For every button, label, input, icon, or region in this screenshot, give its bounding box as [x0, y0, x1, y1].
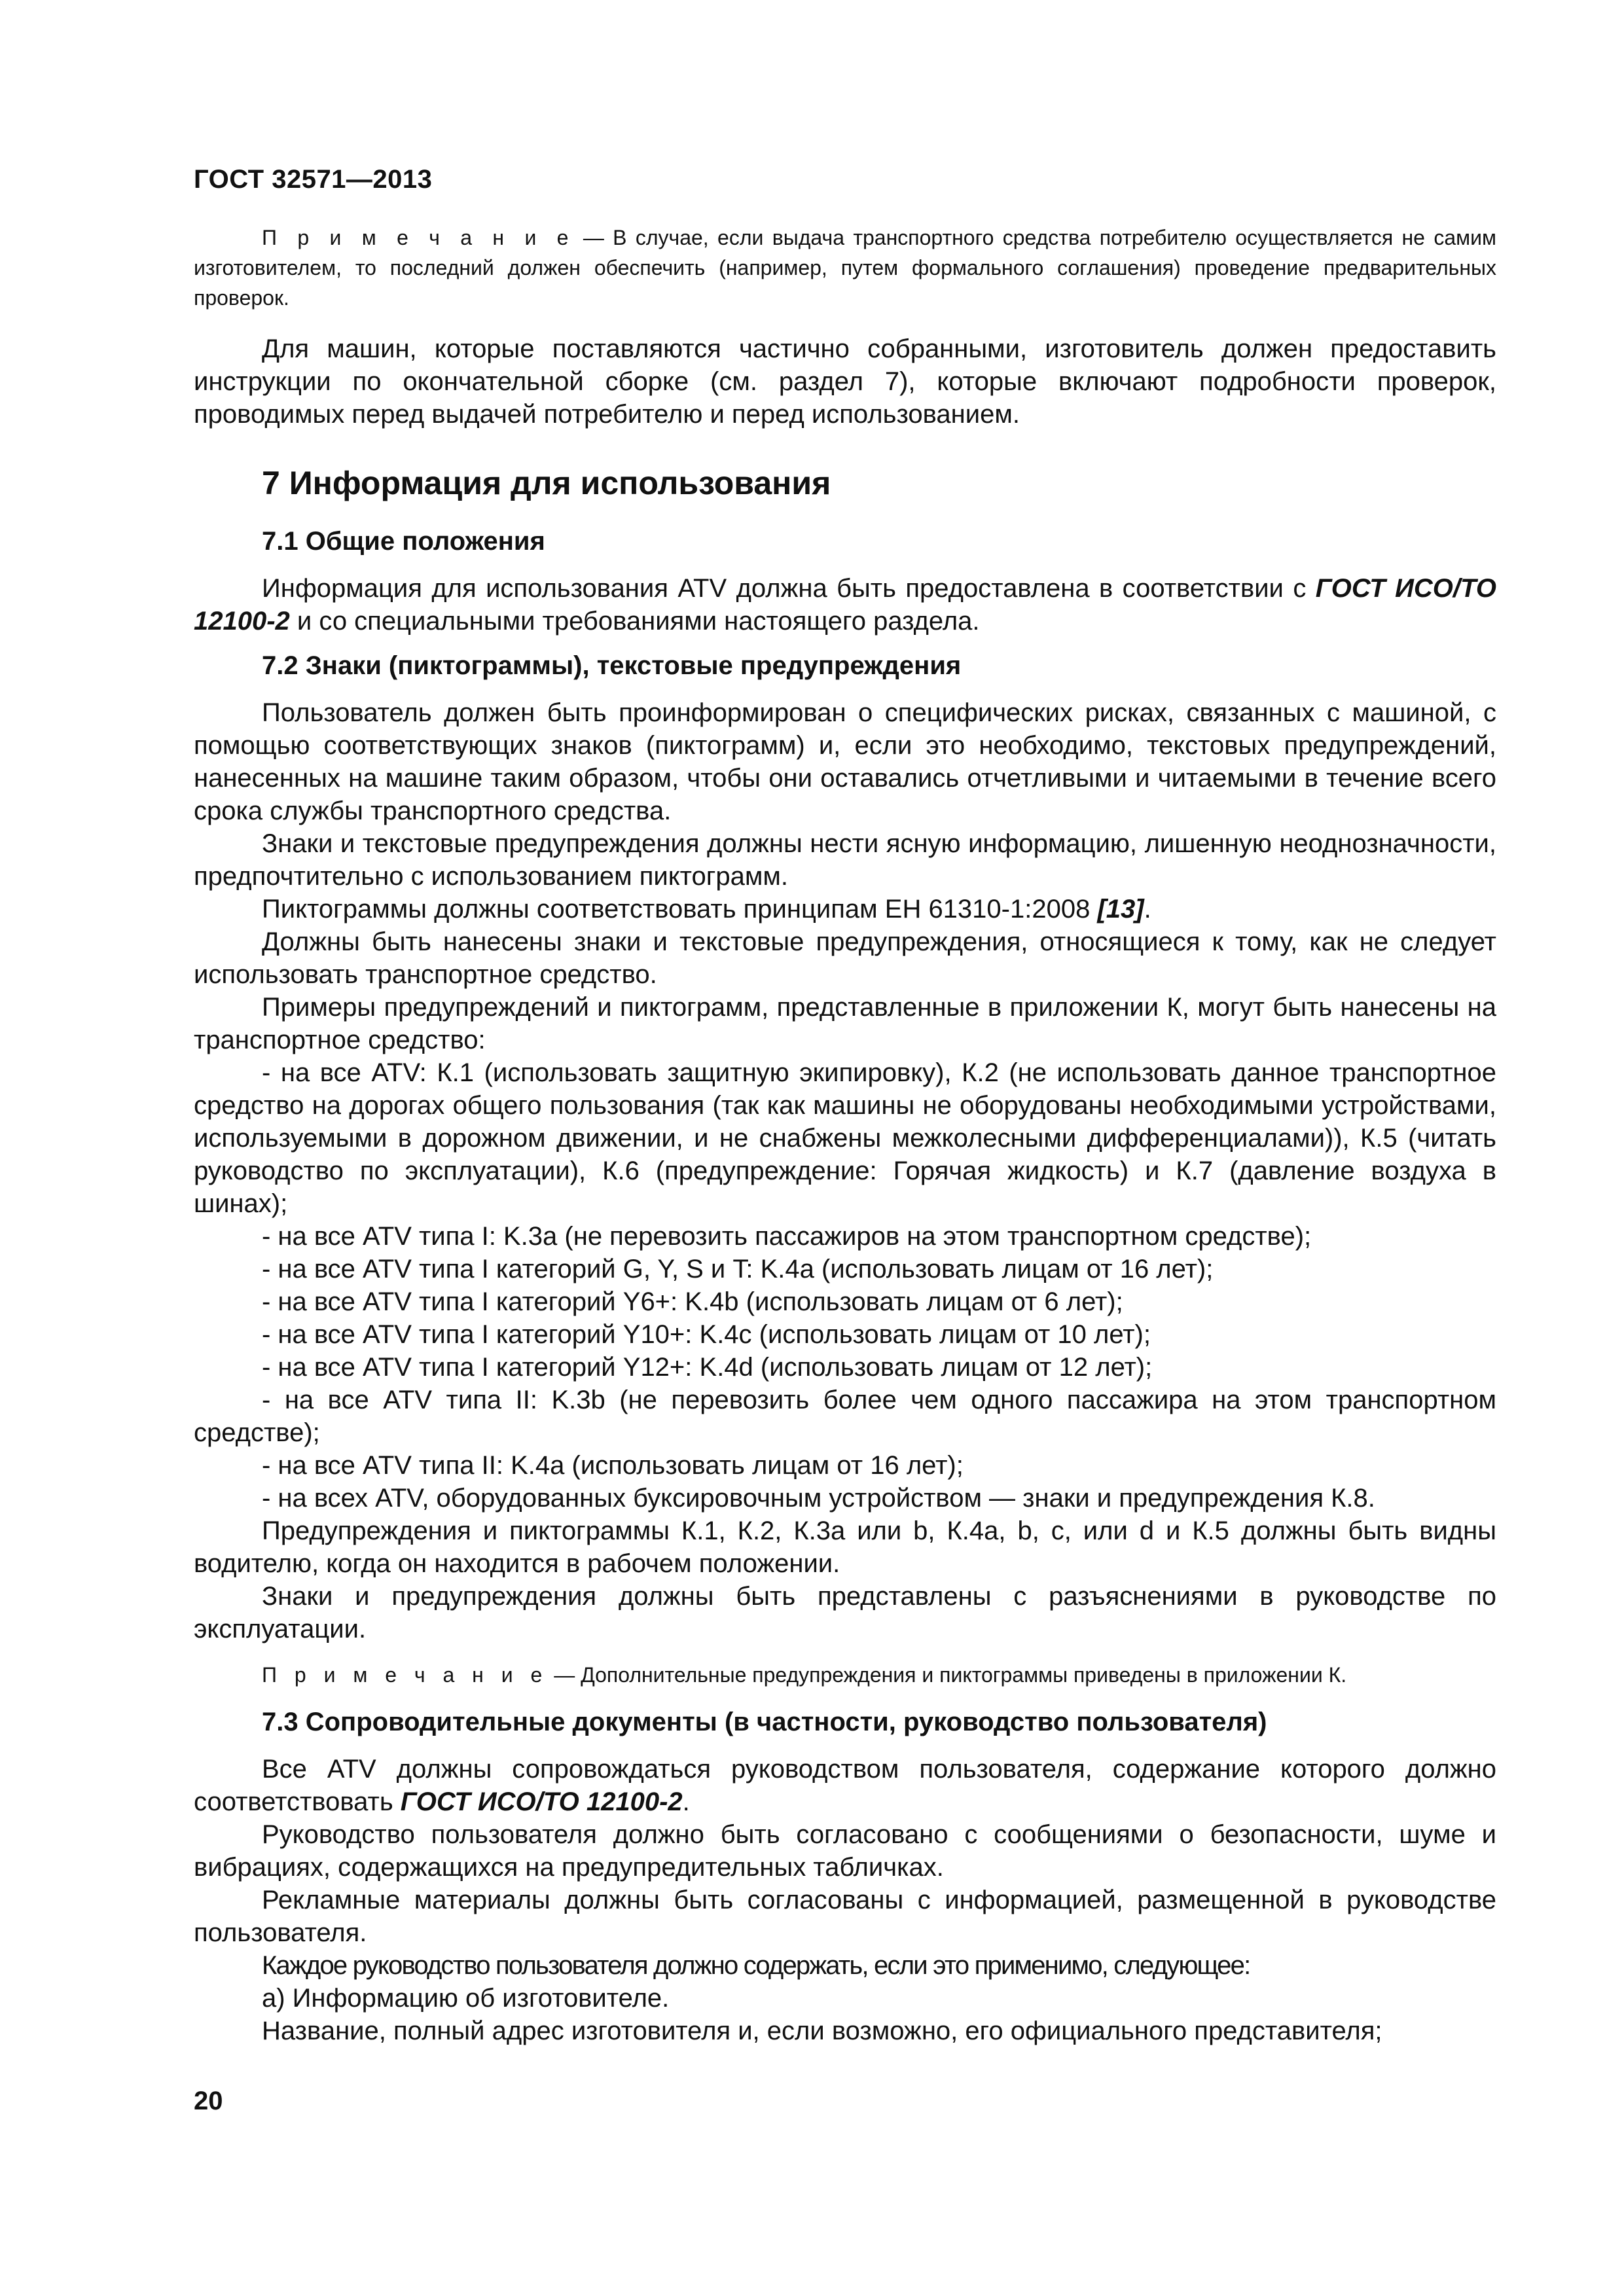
- list-item: - на всех ATV, оборудованных буксировочным устройством — знаки и предупреждения К.8.: [262, 1484, 1375, 1513]
- list-item: - на все ATV типа I категорий G, Y, S и T: K.4a (использовать лицам от 16 лет);: [262, 1255, 1214, 1283]
- section-7-3-paragraph-2: Руководство пользователя должно быть согласовано с сообщениями о безопасности, шуме и вибрациях, содержащихся на предупредительных табличках.: [194, 1820, 1496, 1882]
- section-7-3-paragraph-6: Название, полный адрес изготовителя и, если возможно, его официального представителя;: [262, 2017, 1382, 2045]
- section-7-3-paragraph-4: Каждое руководство пользователя должно содержать, если это применимо, следующее:: [262, 1951, 1250, 1980]
- section-7-2-paragraph-7: Знаки и предупреждения должны быть представлены с разъяснениями в руководстве по эксплуатации.: [194, 1582, 1496, 1643]
- section-7-1-heading: 7.1 Общие положения: [262, 527, 545, 556]
- section-7-2-paragraph-2: Знаки и текстовые предупреждения должны нести ясную информацию, лишенную неоднозначности, предпочтительно с использованием пиктограмм.: [194, 829, 1496, 891]
- list-item: - на все ATV типа I категорий Y6+: K.4b (использовать лицам от 6 лет);: [262, 1287, 1123, 1316]
- bibliography-reference: [13]: [1097, 895, 1144, 924]
- text: Пиктограммы должны соответствовать принципам ЕН 61310-1:2008: [262, 895, 1098, 924]
- standard-reference: ГОСТ ИСО/ТО 12100-2: [194, 574, 1497, 636]
- list-item: - на все ATV типа II: K.3b (не перевозить более чем одного пассажира на этом транспортном средстве);: [194, 1386, 1496, 1447]
- list-item: - на все ATV типа II: K.4a (использовать лицам от 16 лет);: [262, 1451, 964, 1480]
- section-7-2-paragraph-1: Пользователь должен быть проинформирован о специфических рисках, связанных с машиной, с помощью соответствующих знаков (пиктограмм) и, если это необходимо, текстовых предупреждений, нанесенных на машине таким образом, чтобы они оставались отчетливыми и читаемыми в течение всего срока службы транспортного средства.: [194, 698, 1496, 825]
- page-number: 20: [194, 2087, 223, 2115]
- list-item: - на все ATV типа I категорий Y12+: K.4d (использовать лицам от 12 лет);: [262, 1353, 1153, 1382]
- section-7-2-paragraph-3: [194, 893, 1496, 925]
- note-paragraph: [194, 223, 1496, 313]
- section-7-1-paragraph: [194, 572, 1496, 637]
- list-item: - на все ATV типа I: K.3a (не перевозить пассажиров на этом транспортном средстве);: [262, 1222, 1312, 1251]
- section-7-2-paragraph-4: Должны быть нанесены знаки и текстовые предупреждения, относящиеся к тому, как не следует использовать транспортное средство.: [194, 927, 1496, 989]
- note-label: П р и м е ч а н и е: [262, 226, 575, 249]
- section-7-3-paragraph-1: [194, 1753, 1496, 1818]
- text: .: [1144, 895, 1151, 924]
- standard-reference: ГОСТ ИСО/ТО 12100-2: [400, 1787, 683, 1816]
- list-item: - на все ATV: К.1 (использовать защитную экипировку), К.2 (не использовать данное транспортное средство на дорогах общего пользования (так как машины не оборудованы необходимыми устройствами, используемыми в дорожном движении, и не снабжены межколесными дифференциалами)), К.5 (читать руководство по эксплуатации), К.6 (предупреждение: Горячая жидкость) и К.7 (давление воздуха в шинах);: [194, 1058, 1496, 1218]
- text: Информация для использования ATV должна быть предоставлена в соответствии с: [262, 574, 1316, 603]
- note-text: — В случае, если выдача транспортного средства потребителю осуществляется не самим изготовителем, то последний должен обеспечить (например, путем формального соглашения) проведение предварительных проверок.: [194, 226, 1497, 310]
- partial-assembly-paragraph: Для машин, которые поставляются частично собранными, изготовитель должен предоставить инструкции по окончательной сборке (см. раздел 7), которые включают подробности проверок, проводимых перед выдачей потребителю и перед использованием.: [194, 334, 1496, 429]
- text: Все ATV должны сопровождаться руководством пользователя, содержание которого должно соответствовать: [194, 1755, 1496, 1816]
- text: и со специальными требованиями настоящего раздела.: [289, 607, 980, 636]
- text: .: [682, 1787, 690, 1816]
- standard-header: ГОСТ 32571—2013: [194, 165, 433, 194]
- section-7-3-paragraph-3: Рекламные материалы должны быть согласованы с информацией, размещенной в руководстве пользователя.: [194, 1886, 1496, 1947]
- note-label: П р и м е ч а н и е: [262, 1663, 549, 1687]
- list-item: - на все ATV типа I категорий Y10+: K.4c (использовать лицам от 10 лет);: [262, 1320, 1151, 1349]
- section-7-3-heading: 7.3 Сопроводительные документы (в частности, руководство пользователя): [262, 1708, 1267, 1736]
- section-7-2-paragraph-5: Примеры предупреждений и пиктограмм, представленные в приложении К, могут быть нанесены на транспортное средство:: [194, 993, 1496, 1054]
- page-content: [194, 223, 1496, 2047]
- note-paragraph: [194, 1660, 1496, 1690]
- section-7-heading: 7 Информация для использования: [262, 465, 831, 501]
- note-text: — Дополнительные предупреждения и пиктограммы приведены в приложении К.: [548, 1663, 1347, 1687]
- section-7-3-paragraph-5: а) Информацию об изготовителе.: [262, 1984, 670, 2013]
- section-7-2-paragraph-6: Предупреждения и пиктограммы К.1, К.2, К.3a или b, К.4a, b, c, или d и К.5 должны быть видны водителю, когда он находится в рабочем положении.: [194, 1516, 1496, 1578]
- section-7-2-heading: 7.2 Знаки (пиктограммы), текстовые предупреждения: [262, 651, 962, 680]
